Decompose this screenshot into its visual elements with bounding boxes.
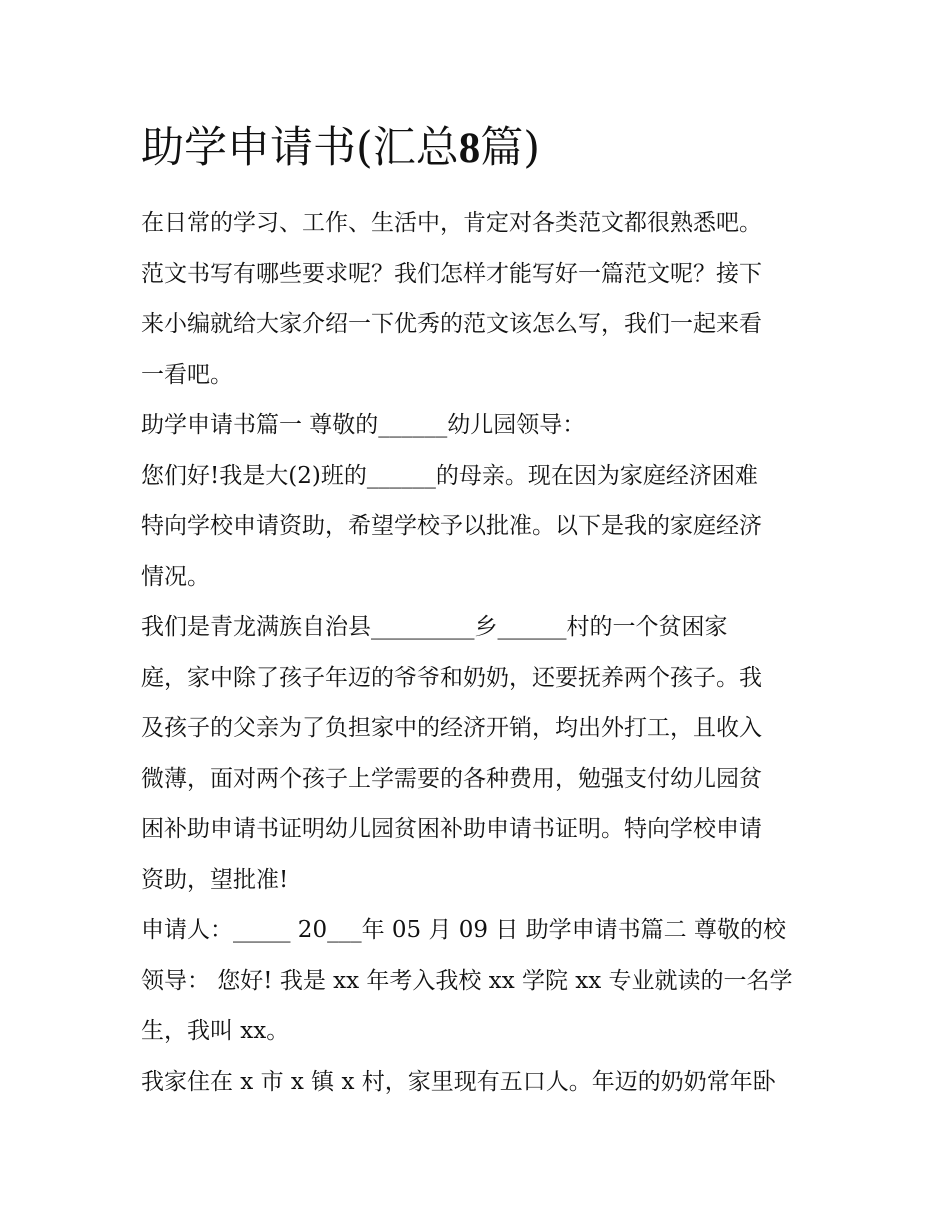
text-line: 我家住在 x 市 x 镇 x 村，家里现有五口人。年迈的奶奶常年卧: [141, 1068, 776, 1095]
text-line: 来小编就给大家介绍一下优秀的范文该怎么写，我们一起来看: [141, 311, 762, 337]
document-title: [141, 118, 540, 179]
text-line: 领导： 您好! 我是 xx 年考入我校 xx 学院 xx 专业就读的一名学: [141, 967, 793, 994]
text-line: 庭，家中除了孩子年迈的爷爷和奶奶，还要抚养两个孩子。我: [141, 664, 762, 691]
text-line: 申请人：_____ 20___年 05 月 09 日 助学申请书篇二 尊敬的校: [141, 917, 786, 943]
text-line: 我们是青龙满族自治县_________乡______村的一个贫困家: [141, 614, 728, 640]
title-text: 助学申请书(汇总: [141, 123, 459, 173]
text-line: 在日常的学习、工作、生活中，肯定对各类范文都很熟悉吧。: [141, 210, 762, 236]
text-line: 资助，望批准!: [141, 866, 289, 893]
document-body: [141, 198, 821, 1107]
text-line: 您们好!我是大(2)班的______的母亲。现在因为家庭经济困难: [141, 462, 758, 489]
text-line: 一看吧。: [141, 361, 233, 388]
text-line: 助学申请书篇一 尊敬的______幼儿园领导：: [141, 412, 586, 438]
text-line: 及孩子的父亲为了负担家中的经济开销，均出外打工，且收入: [141, 715, 762, 741]
title-suffix: 篇): [480, 123, 541, 173]
text-line: 生，我叫 xx。: [141, 1018, 290, 1044]
text-line: 特向学校申请资助，希望学校予以批准。以下是我的家庭经济: [141, 513, 762, 539]
text-line: 范文书写有哪些要求呢？我们怎样才能写好一篇范文呢？接下: [141, 260, 762, 287]
text-line: 情况。: [141, 563, 210, 590]
title-number: 8: [458, 125, 481, 172]
text-line: 困补助申请书证明幼儿园贫困补助申请书证明。特向学校申请: [141, 816, 762, 842]
text-line: 微薄，面对两个孩子上学需要的各种费用，勉强支付幼儿园贫: [141, 765, 762, 792]
